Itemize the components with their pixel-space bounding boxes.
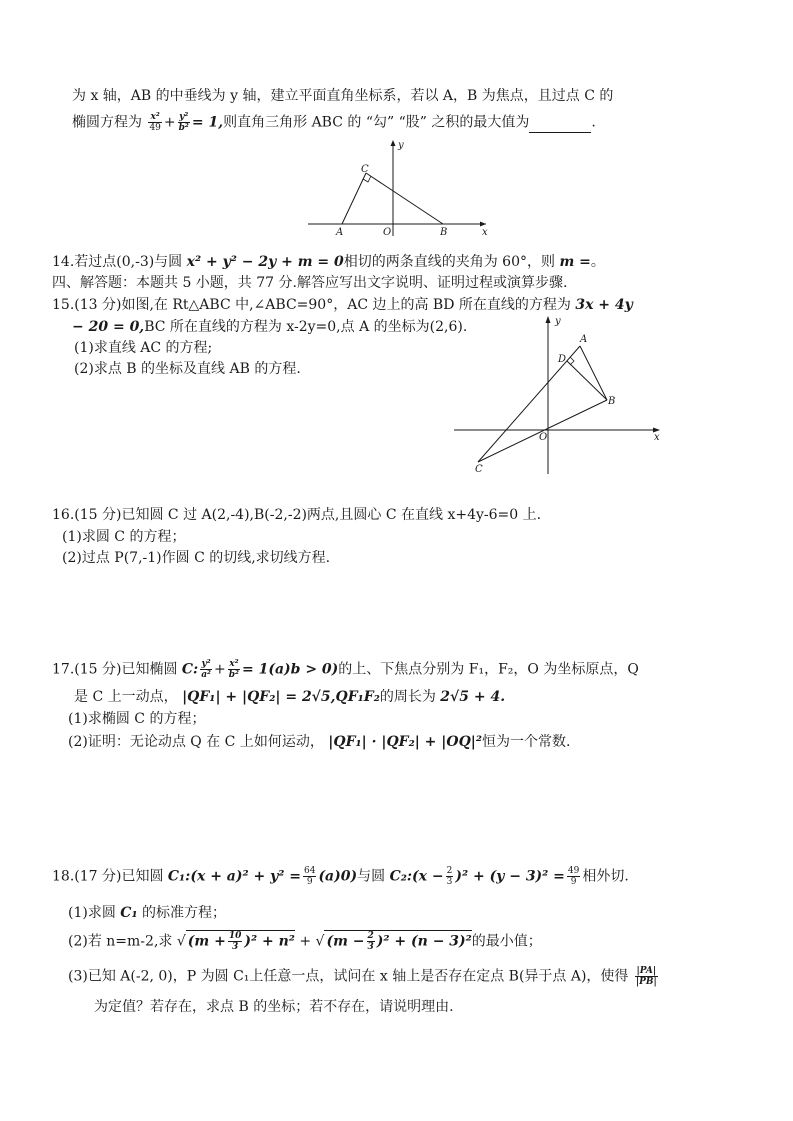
q18-text-c: 相外切. xyxy=(582,868,629,885)
q13-frac-x: $\frac{\text{x²}}{49}$ xyxy=(149,112,161,133)
q17-line2-a: 是 C 上一动点， xyxy=(74,689,178,705)
q13-line2: 椭圆方程为 $\frac{\text{x²}}{49}$ + $\frac{\text{y²}}{\text{b²}}$ = 1,则直角三角形 ABC 的 “勾” “股” 之积的最大值为 . xyxy=(72,112,596,133)
q13-label-c: C xyxy=(361,164,369,175)
q15-label-a: A xyxy=(580,334,588,345)
q18-sub1-a: (1)求圆 xyxy=(68,905,116,921)
q13-label-o: O xyxy=(383,227,392,238)
q14-text-c: 。 xyxy=(590,254,605,270)
q18-frac-2-3: $\frac{2}{3}$ xyxy=(446,866,453,887)
q18-math2: C₂:(x − xyxy=(389,868,444,885)
q15-label-o: O xyxy=(539,432,548,443)
q13-label-b: B xyxy=(440,227,448,238)
q13-period: . xyxy=(591,114,596,131)
q13-x-arrow xyxy=(480,222,486,227)
q13-figure xyxy=(306,136,492,240)
q18-sqrt-2: (m − $\frac{2}{3}$ )² + (n − 3)² xyxy=(326,931,472,952)
q13-y-arrow xyxy=(391,140,396,146)
q15-label-y: y xyxy=(555,316,561,327)
q15-label-d: D xyxy=(558,354,567,365)
q15-line2 xyxy=(72,317,467,337)
q13-frac-y: $\frac{\text{y²}}{\text{b²}}$ xyxy=(178,112,189,133)
q15-text-2: BC 所在直线的方程为 x-2y=0,点 A 的坐标为(2,6). xyxy=(144,319,468,335)
q17-sub2 xyxy=(68,732,570,752)
q13-label-x: x xyxy=(482,227,488,238)
q13-eq: = 1, xyxy=(191,114,224,131)
q15-math1: 3x + 4y xyxy=(575,297,633,313)
q18-frac-49-9: $\frac{49}{9}$ xyxy=(567,866,580,887)
q17-math2: QF₁F₂ xyxy=(335,689,380,705)
q17-sub2-a: (2)证明：无论动点 Q 在 C 上如何运动， xyxy=(68,734,324,750)
q18-text-a: 18.(17 分)已知圆 xyxy=(52,868,164,885)
q18-math1: C₁:(x + a)² + y² = xyxy=(167,868,301,885)
q17-frac-x: $\frac{\text{x²}}{\text{b²}}$ xyxy=(228,659,239,680)
q15-line-cb xyxy=(478,400,607,462)
q13-side-ac xyxy=(342,173,366,224)
q14-math2: m = xyxy=(559,254,591,270)
q14-math: x² + y² − 2y + m = 0 xyxy=(186,254,344,270)
q17-frac-y: $\frac{\text{y²}}{\text{a²}}$ xyxy=(201,659,211,680)
q18-sub3 xyxy=(68,966,660,987)
q18-sub3-line2: 为定值？若存在，求点 B 的坐标；若不存在，请说明理由. xyxy=(94,999,454,1015)
q16-sub2: (2)过点 P(7,-1)作圆 C 的切线,求切线方程. xyxy=(62,550,331,566)
q13-line2-a: 椭圆方程为 xyxy=(72,114,142,131)
q17-line2-b: 的周长为 xyxy=(379,689,436,705)
q18-text-b: 与圆 xyxy=(357,868,386,885)
q14-text-b: 相切的两条直线的夹角为 60°，则 xyxy=(343,254,555,270)
q13-line2-b: 则直角三角形 ABC 的 “勾” “股” 之积的最大值为 xyxy=(223,114,530,131)
q15-right-angle-mark xyxy=(570,357,574,365)
q17-text-a: 17.(15 分)已知椭圆 xyxy=(52,661,178,678)
q15-line-ab xyxy=(580,346,607,400)
q13-label-y: y xyxy=(398,140,404,151)
q18-frac-pa-pb: $\frac{|PA|}{|PB|}$ xyxy=(635,966,657,987)
q13-line1: 为 x 轴，AB 的中垂线为 y 轴，建立平面直角坐标系，若以 A，B 为焦点，且过点 C 的 xyxy=(72,88,614,104)
q15-sub1: (1)求直线 AC 的方程; xyxy=(74,340,213,356)
q18-sub1 xyxy=(68,903,226,923)
q16-sub1: (1)求圆 C 的方程； xyxy=(62,529,186,545)
q15-label-x: x xyxy=(654,432,660,443)
q14-text-a: 14.若过点(0,-3)与圆 xyxy=(52,254,183,270)
q13-label-a: A xyxy=(336,227,344,238)
answer-blank[interactable] xyxy=(529,118,591,133)
q15-label-b: B xyxy=(608,396,616,407)
q18-sqrt-1: (m + $\frac{10}{3}$ )² + n² xyxy=(187,931,295,952)
q18-math2b: )² + (y − 3)² = xyxy=(455,868,565,885)
q17-line2 xyxy=(74,687,505,707)
q17-text-b: 的上、下焦点分别为 F₁，F₂，O 为坐标原点，Q xyxy=(338,661,639,678)
q15-math2: − 20 = 0, xyxy=(72,319,145,335)
q17-line1: 17.(15 分)已知椭圆 C: $\frac{\text{y²}}{\text{a²}}$ + $\frac{\text{x²}}{\text{b²}}$ = 1(a)b > 0)的上、下焦点分别为 F₁，F₂，O 为坐标原点，Q xyxy=(52,659,639,680)
q18-sub3-a: (3)已知 A(-2, 0)，P 为圆 C₁上任意一点，试问在 x 轴上是否存在定点 B(异于点 A)，使得 xyxy=(68,968,629,985)
q16-line1: 16.(15 分)已知圆 C 过 A(2,-4),B(-2,-2)两点,且圆心 C 在直线 x+4y-6=0 上. xyxy=(52,507,542,523)
q18-sub1-math: C₁ xyxy=(120,905,138,921)
q17-math1: |QF₁| + |QF₂| = 2√5, xyxy=(182,689,336,705)
q18-math1b: (a)0) xyxy=(318,868,358,885)
q15-y-arrow xyxy=(546,316,551,323)
q15-line-bd xyxy=(567,361,607,400)
q15-label-c: C xyxy=(475,464,483,475)
q18-sub2-b: 的最小值； xyxy=(471,933,542,950)
q17-sub1: (1)求椭圆 C 的方程； xyxy=(68,711,206,727)
q18-sub1-b: 的标准方程； xyxy=(142,905,227,921)
q18-frac-64-9: $\frac{64}{9}$ xyxy=(303,866,316,887)
q13-side-cb xyxy=(366,173,443,224)
q18-plus: + xyxy=(299,933,312,950)
q15-figure xyxy=(450,312,664,478)
q15-sub2: (2)求点 B 的坐标及直线 AB 的方程. xyxy=(74,361,301,377)
q18-sub2-a: (2)若 n=m-2,求 xyxy=(68,933,173,950)
q17-eq: = 1(a)b > 0) xyxy=(241,661,339,678)
section-heading: 四、解答题：本题共 5 小题，共 77 分.解答应写出文字说明、证明过程或演算步骤. xyxy=(52,275,568,291)
q18-sub2: (2)若 n=m-2,求 √ (m + $\frac{10}{3}$ )² + n² + √ (m − $\frac{2}{3}$ )² + (n − 3)²的最小值； xyxy=(68,931,542,952)
q17-math3: 2√5 + 4. xyxy=(440,689,506,705)
q14 xyxy=(52,252,605,272)
q17-c-label: C: xyxy=(181,661,199,678)
q18-line1 xyxy=(52,866,629,887)
q18-frac-10-3: $\frac{10}{3}$ xyxy=(228,931,242,952)
q17-sub2-b: 恒为一个常数. xyxy=(482,734,571,750)
q18-frac-2-3b: $\frac{2}{3}$ xyxy=(367,931,374,952)
q17-sub2-math: |QF₁| · |QF₂| + |OQ|² xyxy=(328,734,482,750)
q15-text-1: 15.(13 分)如图,在 Rt△ABC 中,∠ABC=90°，AC 边上的高 BD 所在直线的方程为 xyxy=(52,297,571,313)
